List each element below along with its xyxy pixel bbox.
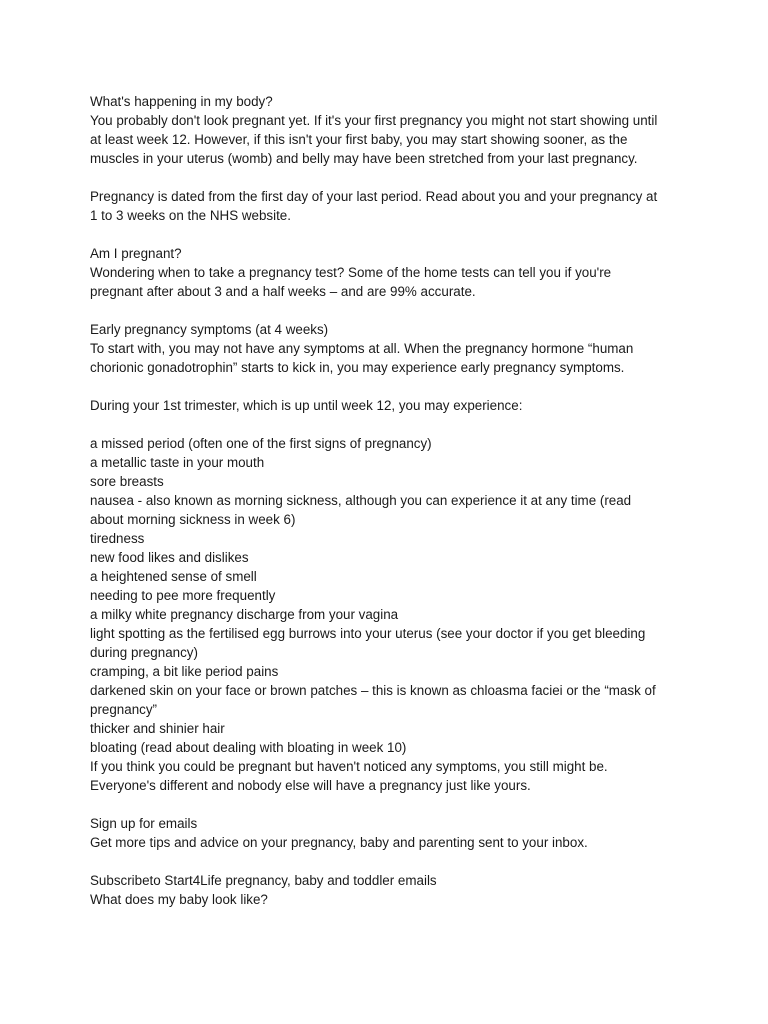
paragraph-gap bbox=[90, 415, 690, 434]
list-item: light spotting as the fertilised egg burrows into your uterus (see your doctor if you get bleeding bbox=[90, 626, 646, 641]
list-item: during pregnancy) bbox=[90, 645, 198, 660]
list-item: bloating (read about dealing with bloating in week 10) bbox=[90, 740, 407, 755]
list-item: tiredness bbox=[90, 531, 145, 546]
list-item: a heightened sense of smell bbox=[90, 569, 257, 584]
list-item: a metallic taste in your mouth bbox=[90, 455, 265, 470]
list-item: a milky white pregnancy discharge from your vagina bbox=[90, 607, 399, 622]
list-item: new food likes and dislikes bbox=[90, 550, 249, 565]
heading-early-symptoms: Early pregnancy symptoms (at 4 weeks) bbox=[90, 322, 329, 337]
section-body-changes bbox=[90, 92, 690, 168]
paragraph-line: To start with, you may not have any symptoms at all. When the pregnancy hormone “human bbox=[90, 341, 634, 356]
list-item: a missed period (often one of the first signs of pregnancy) bbox=[90, 436, 432, 451]
heading-sign-up: Sign up for emails bbox=[90, 816, 198, 831]
subscribe-line: Subscribeto Start4Life pregnancy, baby and toddler emails bbox=[90, 873, 437, 888]
document-page bbox=[90, 92, 690, 909]
list-item: nausea - also known as morning sickness, although you can experience it at any time (read bbox=[90, 493, 632, 508]
paragraph-gap bbox=[90, 377, 690, 396]
paragraph-line: Pregnancy is dated from the first day of your last period. Read about you and your pregnancy at bbox=[90, 189, 658, 204]
section-am-i-pregnant bbox=[90, 244, 690, 301]
paragraph-line: muscles in your uterus (womb) and belly may have been stretched from your last pregnancy. bbox=[90, 151, 638, 166]
heading-baby-look: What does my baby look like? bbox=[90, 892, 268, 907]
list-item: needing to pee more frequently bbox=[90, 588, 276, 603]
list-item: cramping, a bit like period pains bbox=[90, 664, 279, 679]
paragraph-gap bbox=[90, 795, 690, 814]
paragraph-line: pregnant after about 3 and a half weeks – and are 99% accurate. bbox=[90, 284, 476, 299]
list-item: If you think you could be pregnant but haven't noticed any symptoms, you still might be. bbox=[90, 759, 608, 774]
section-subscribe bbox=[90, 871, 690, 909]
paragraph-line: 1 to 3 weeks on the NHS website. bbox=[90, 208, 291, 223]
paragraph-gap bbox=[90, 168, 690, 187]
paragraph-gap bbox=[90, 225, 690, 244]
paragraph-line: Get more tips and advice on your pregnancy, baby and parenting sent to your inbox. bbox=[90, 835, 588, 850]
heading-am-i-pregnant: Am I pregnant? bbox=[90, 246, 182, 261]
paragraph-line: chorionic gonadotrophin” starts to kick in, you may experience early pregnancy symptoms. bbox=[90, 360, 625, 375]
section-dating bbox=[90, 187, 690, 225]
heading-body-changes: What's happening in my body? bbox=[90, 94, 273, 109]
section-sign-up bbox=[90, 814, 690, 852]
paragraph-line: Wondering when to take a pregnancy test? Some of the home tests can tell you if you're bbox=[90, 265, 612, 280]
section-early-symptoms bbox=[90, 320, 690, 377]
paragraph-line: at least week 12. However, if this isn't your first baby, you may start showing sooner, as the bbox=[90, 132, 628, 147]
paragraph-gap bbox=[90, 852, 690, 871]
paragraph-line: You probably don't look pregnant yet. If it's your first pregnancy you might not start showing until bbox=[90, 113, 658, 128]
section-trimester bbox=[90, 396, 690, 795]
list-item: Everyone's different and nobody else will have a pregnancy just like yours. bbox=[90, 778, 531, 793]
list-item: thicker and shinier hair bbox=[90, 721, 225, 736]
list-item: pregnancy” bbox=[90, 702, 157, 717]
symptom-list bbox=[90, 434, 690, 795]
list-item: sore breasts bbox=[90, 474, 164, 489]
list-item: about morning sickness in week 6) bbox=[90, 512, 296, 527]
paragraph-gap bbox=[90, 301, 690, 320]
list-item: darkened skin on your face or brown patches – this is known as chloasma faciei or the “mask of bbox=[90, 683, 656, 698]
trimester-intro: During your 1st trimester, which is up until week 12, you may experience: bbox=[90, 398, 523, 413]
